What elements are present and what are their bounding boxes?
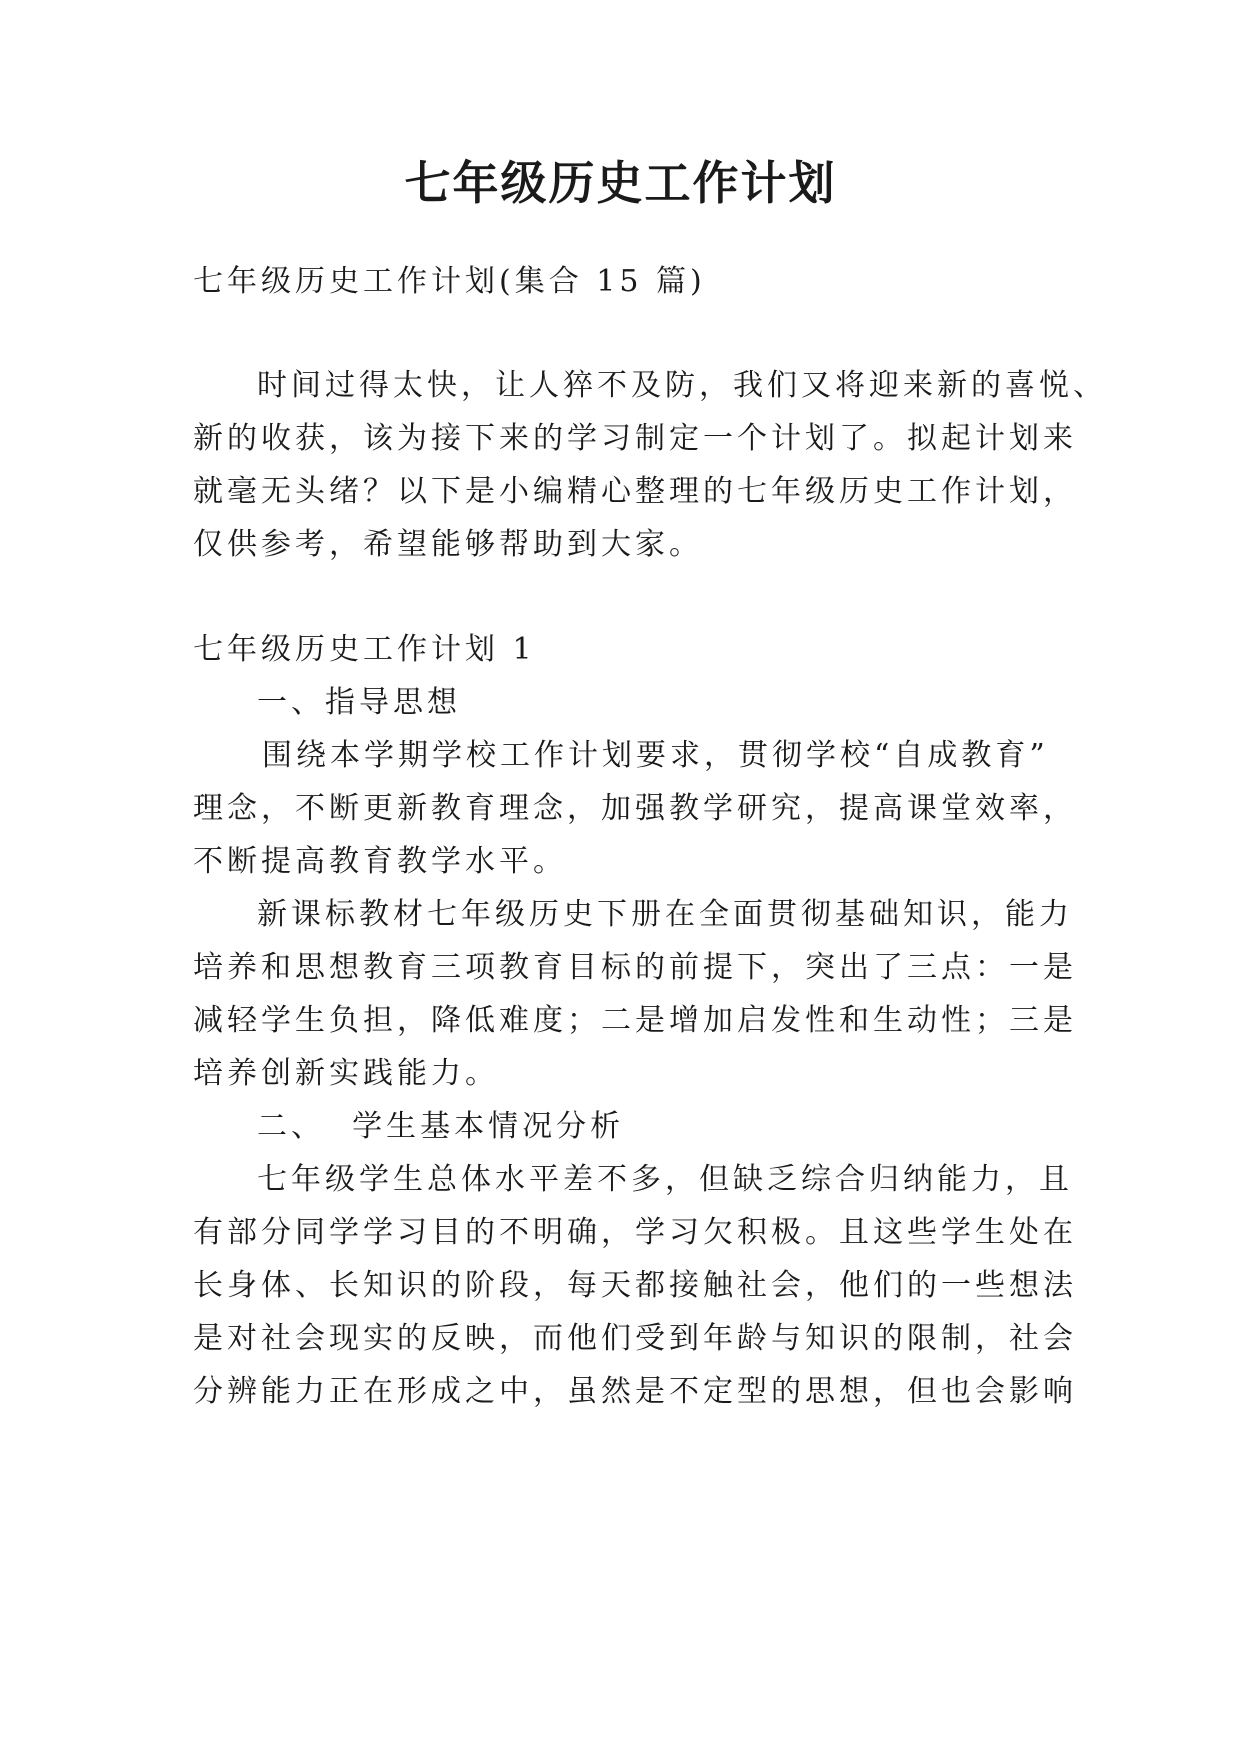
intro-line-3: 就毫无头绪？以下是小编精心整理的七年级历史工作计划， [193,474,1077,509]
para1-line-1: 围绕本学期学校工作计划要求，贯彻学校“自成教育” [262,738,1049,773]
para3-line-5: 分辨能力正在形成之中，虽然是不定型的思想，但也会影响 [193,1374,1077,1409]
para1-line-2: 理念，不断更新教育理念，加强教学研究，提高课堂效率， [193,791,1077,826]
para3-line-3: 长身体、长知识的阶段，每天都接触社会，他们的一些想法 [193,1268,1077,1303]
para2-line-1: 新课标教材七年级历史下册在全面贯彻基础知识，能力 [257,897,1073,932]
section-title: 七年级历史工作计划 1 [193,632,536,667]
para3-line-1: 七年级学生总体水平差不多，但缺乏综合归纳能力，且 [257,1162,1073,1197]
intro-line-4: 仅供参考，希望能够帮助到大家。 [193,527,703,562]
document-title: 七年级历史工作计划 [404,156,837,210]
heading-student-analysis: 二、 学生基本情况分析 [257,1109,625,1144]
para3-line-4: 是对社会现实的反映，而他们受到年龄与知识的限制，社会 [193,1321,1077,1356]
para3-line-2: 有部分同学学习目的不明确，学习欠积极。且这些学生处在 [193,1215,1077,1250]
intro-line-1: 时间过得太快，让人猝不及防，我们又将迎来新的喜悦、 [257,368,1107,403]
intro-line-2: 新的收获，该为接下来的学习制定一个计划了。拟起计划来 [193,421,1077,456]
para2-line-3: 减轻学生负担，降低难度；二是增加启发性和生动性；三是 [193,1003,1077,1038]
heading-guiding-thought: 一、指导思想 [257,685,461,720]
para1-line-3: 不断提高教育教学水平。 [193,844,567,879]
para2-line-2: 培养和思想教育三项教育目标的前提下，突出了三点：一是 [193,950,1077,985]
para2-line-4: 培养创新实践能力。 [193,1056,499,1091]
document-subtitle: 七年级历史工作计划(集合 15 篇) [193,264,706,299]
